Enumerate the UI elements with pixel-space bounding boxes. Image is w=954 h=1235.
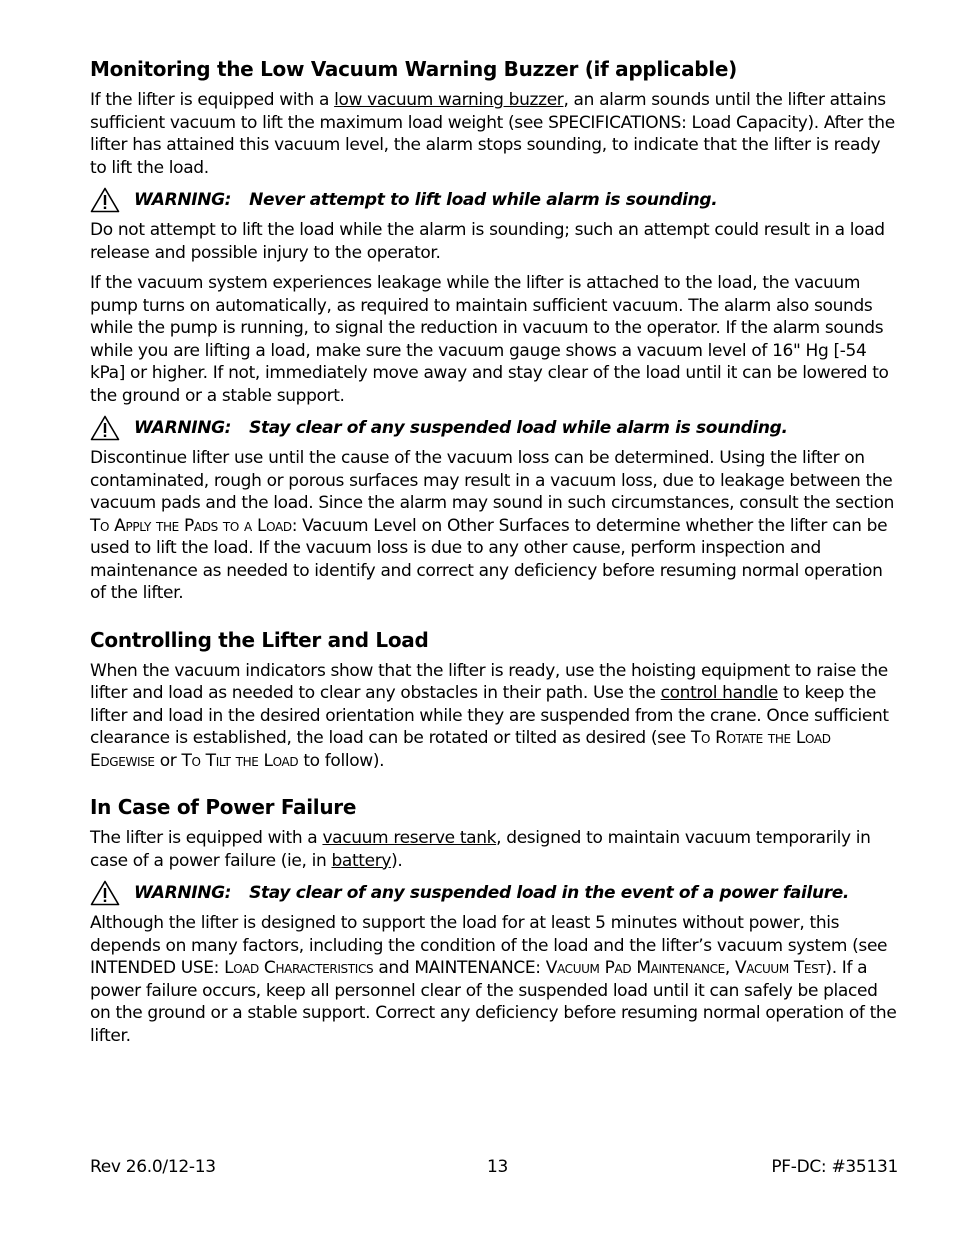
section-reference: Vacuum Pad Maintenance (545, 958, 725, 978)
text-run: , designed to maintain vacuum temporarily in case of a power failure (ie, in (90, 828, 871, 871)
paragraph (90, 660, 898, 773)
text-run: : Vacuum Level on Other Surfaces to determine whether the lifter can be used to lift the load. If the vacuum loss is due to any other cause, perform inspection and maintenance as needed to identify and correct any deficiency before resuming normal operation of the lifter. (90, 515, 888, 603)
link-control-handle[interactable]: control handle (660, 683, 778, 703)
section-heading: Controlling the Lifter and Load (90, 627, 429, 652)
warning-label: WARNING: (134, 417, 232, 438)
warning-triangle-icon (90, 415, 120, 441)
section-reference: To Apply the Pads to a Load (90, 515, 292, 536)
page-number: 13 (487, 1157, 509, 1177)
text-run: and MAINTENANCE: (373, 958, 546, 978)
paragraph (90, 447, 898, 605)
section-reference: Vacuum Test (735, 958, 826, 978)
link-vacuum-reserve-tank[interactable]: vacuum reserve tank (322, 828, 497, 848)
text-run: ). (391, 850, 403, 871)
warning-callout (90, 415, 898, 441)
text-run: If the lifter is equipped with a (90, 90, 335, 110)
paragraph (90, 89, 898, 179)
paragraph: If the vacuum system experiences leakage while the lifter is attached to the load, the vacuum pump turns on automatically, as required to maintain sufficient vacuum. The alarm also sounds while the pump is running, to signal the reduction in vacuum to the operator. If the alarm sounds while you are lifting a load, make sure the vacuum gauge shows a vacuum level of 16" Hg [-54 kPa] or higher. If not, immediately move away and stay clear of the load until it can be lowered to the ground or a stable support. (90, 273, 889, 406)
section-reference: To Tilt the Load (181, 750, 299, 771)
text-run: The lifter is equipped with a (90, 828, 323, 848)
link-battery[interactable]: battery (331, 850, 392, 871)
text-run: When the vacuum indicators show that the lifter is ready, use the hoisting equipment to raise the lifter and load as needed to clear any obstacles in their path. Use the (90, 660, 888, 703)
warning-triangle-icon (90, 880, 120, 906)
warning-callout (90, 187, 898, 213)
text-run: to keep the lifter and load in the desired orientation while they are suspended from the crane. Once sufficient clearance is established, the load can be rotated or tilted as desired (see (90, 683, 889, 748)
section-heading: In Case of Power Failure (90, 795, 357, 819)
text-run: , an alarm sounds until the lifter attains sufficient vacuum to lift the maximum load weight (see SPECIFICATIONS: Load Capacity). After the lifter has attained this vacuum level, the alarm stops sounding, to indicate that the lifter is ready to lift the load. (90, 90, 895, 178)
section-heading: Monitoring the Low Vacuum Warning Buzzer (if applicable) (90, 57, 737, 81)
section-controlling-lifter (90, 627, 898, 773)
text-run: or (154, 750, 182, 771)
warning-text: Stay clear of any suspended load while alarm is sounding. (249, 417, 788, 438)
paragraph (90, 827, 898, 872)
section-reference: Load Characteristics (224, 958, 374, 978)
text-run: , (724, 958, 736, 978)
section-reference: To Rotate the Load Edgewise (90, 728, 831, 771)
document-id: PF-DC: #35131 (771, 1157, 898, 1177)
warning-text: Never attempt to lift load while alarm is sounding. (249, 189, 718, 210)
warning-label: WARNING: (134, 189, 232, 210)
link-low-vacuum-warning-buzzer[interactable]: low vacuum warning buzzer (334, 90, 564, 110)
warning-label: WARNING: (134, 882, 232, 903)
paragraph: Do not attempt to lift the load while the alarm is sounding; such an attempt could result in a load release and possible injury to the operator. (90, 220, 885, 263)
text-run: to follow). (298, 750, 385, 771)
text-run: Discontinue lifter use until the cause of the vacuum loss can be determined. Using the lifter on contaminated, rough or porous surfaces may result in a vacuum loss, due to leakage between the vacuum pads and the load. Since the alarm may sound in such circumstances, consult the section (90, 448, 895, 513)
warning-triangle-icon (90, 187, 120, 213)
warning-callout (90, 880, 898, 906)
document-page (90, 56, 898, 1055)
warning-text: Stay clear of any suspended load in the event of a power failure. (249, 882, 850, 903)
page-footer (90, 1157, 898, 1179)
text-run: ). If a power failure occurs, keep all personnel clear of the suspended load until it can safely be placed on the ground or a stable support. Correct any deficiency before resuming normal operation of the lifter. (90, 958, 897, 1046)
revision-label: Rev 26.0/12-13 (90, 1157, 216, 1177)
section-low-vacuum-buzzer (90, 56, 898, 605)
paragraph (90, 912, 898, 1047)
text-run: Although the lifter is designed to support the load for at least 5 minutes without power, this depends on many factors, including the condition of the load and the lifter’s vacuum system (see INTENDED USE: (90, 913, 888, 978)
section-power-failure (90, 794, 898, 1047)
